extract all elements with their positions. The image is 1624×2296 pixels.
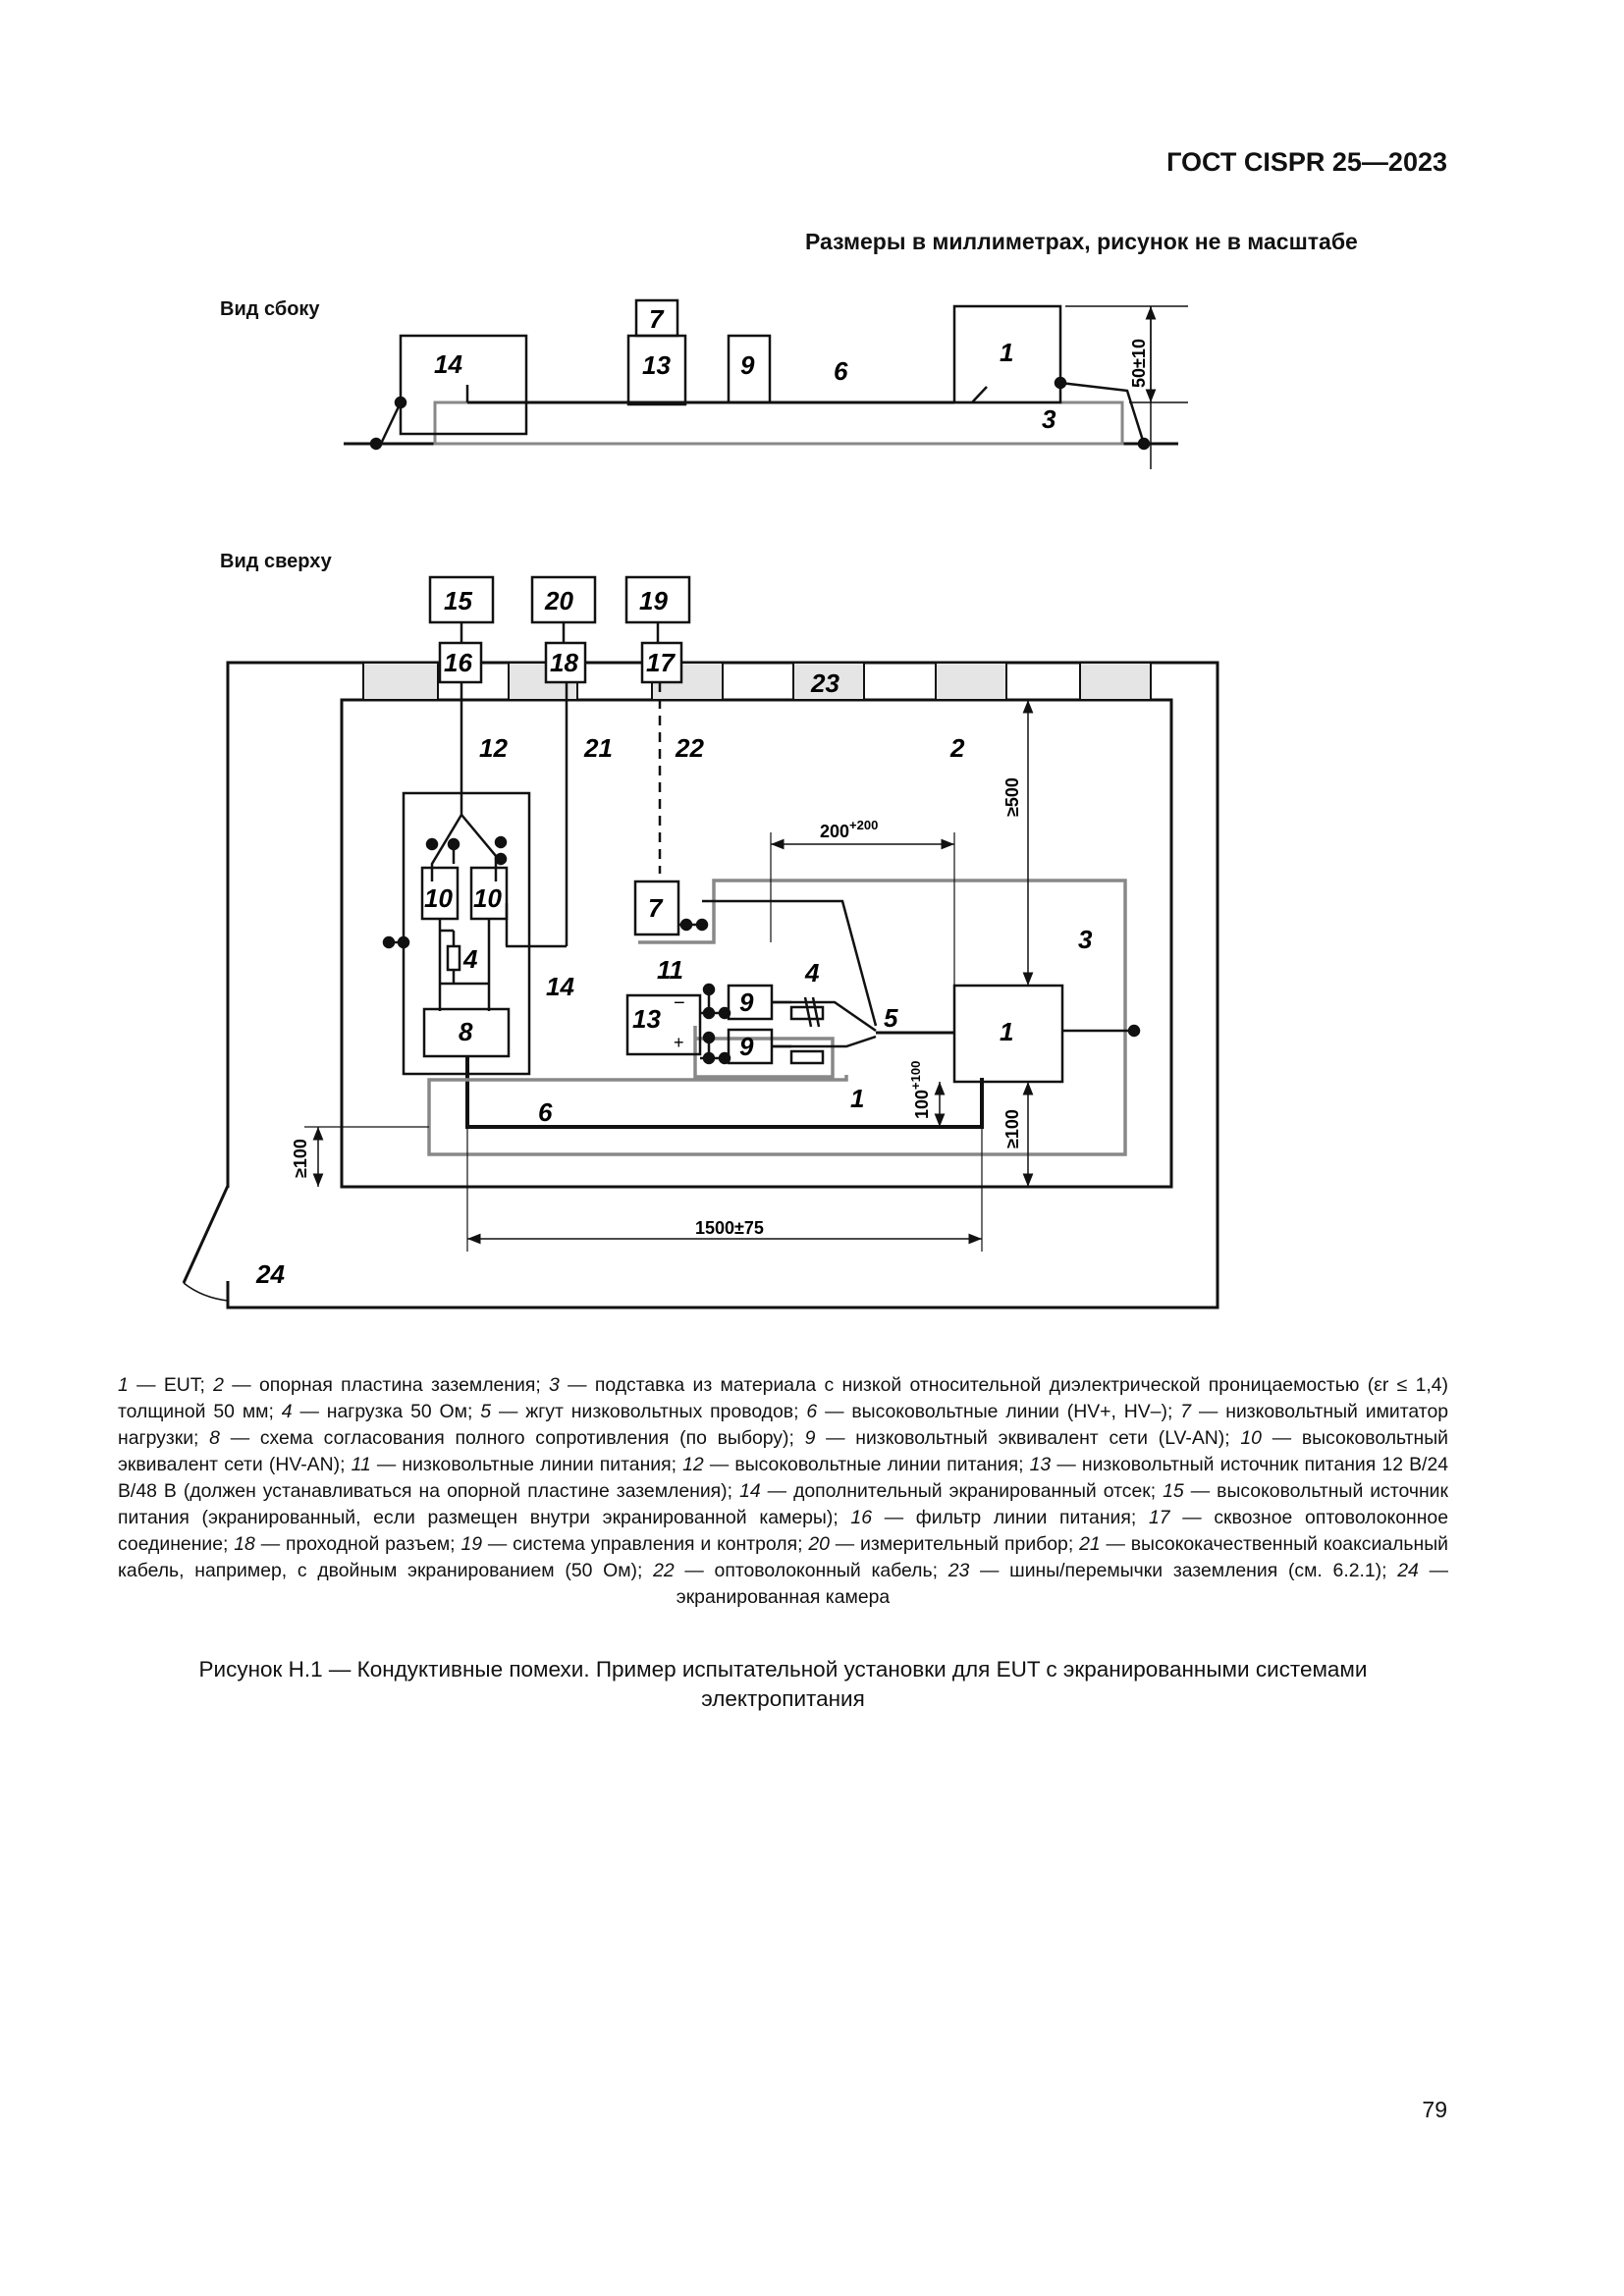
legend-item-number: 11 — [351, 1454, 371, 1475]
legend-item-text: — проходной разъем; — [254, 1533, 461, 1555]
side-label-3: 3 — [1042, 404, 1056, 434]
side-label-14: 14 — [434, 349, 462, 379]
label-4-small: 4 — [463, 944, 478, 974]
legend-item-text: — нагрузка 50 Ом; — [292, 1401, 481, 1422]
minus-sign: − — [674, 992, 685, 1014]
legend-item-number: 4 — [281, 1401, 293, 1422]
legend-item-number: 15 — [1163, 1480, 1184, 1502]
legend-item-number: 23 — [947, 1560, 970, 1581]
label-9b: 9 — [739, 1032, 754, 1061]
label-2: 2 — [950, 733, 965, 763]
legend-item-text: — дополнительный экранированный отсек; — [760, 1480, 1164, 1502]
legend-item-text: — опорная пластина заземления; — [223, 1374, 550, 1396]
label-10b: 10 — [473, 883, 502, 913]
label-19: 19 — [639, 586, 668, 615]
label-3: 3 — [1078, 925, 1093, 954]
legend-item-number: 14 — [739, 1480, 761, 1502]
label-8: 8 — [459, 1017, 473, 1046]
legend-item-number: 19 — [460, 1533, 483, 1555]
label-9a: 9 — [739, 988, 754, 1017]
legend-item-text: — низковольтный источник питания 12 В/24 В/48 В (должен устанавливаться на опорной пластине заземления); — [118, 1454, 1449, 1502]
label-7: 7 — [648, 893, 663, 923]
legend-item-number: 3 — [549, 1374, 560, 1396]
label-14: 14 — [546, 972, 574, 1001]
label-13: 13 — [632, 1004, 661, 1034]
chamber-door — [184, 1186, 228, 1283]
legend-item-text: — подставка из материала с низкой относительной диэлектрической проницаемостью (εr ≤ 1,4) толщиной 50 мм; — [118, 1374, 1448, 1422]
side-label-1: 1 — [1000, 338, 1014, 367]
legend-item-text: — высоковольтные линии питания; — [703, 1454, 1030, 1475]
figure-caption: Рисунок Н.1 — Кондуктивные помехи. Пример испытательной установки для EUT с экранированными системами электропитания — [198, 1657, 1368, 1711]
plus-sign: + — [674, 1033, 684, 1052]
dim-ge100-left: ≥100 — [291, 1139, 310, 1178]
legend-item-number: 9 — [804, 1427, 816, 1449]
label-15: 15 — [444, 586, 472, 615]
legend-item-number: 18 — [234, 1533, 255, 1555]
dim-ge100-right: ≥100 — [1002, 1109, 1022, 1148]
legend-item-text: — низковольтные линии питания; — [370, 1454, 683, 1475]
label-4: 4 — [805, 958, 820, 988]
side-label-13: 13 — [642, 350, 671, 380]
legend-item-number: 10 — [1240, 1427, 1262, 1449]
load-4-small — [448, 946, 460, 970]
label-17: 17 — [646, 648, 675, 677]
figure-legend — [118, 1372, 1448, 1611]
legend-item-text: — высоковольтный источник питания (экранированный, если размещен внутри экранированной камеры); — [118, 1480, 1448, 1528]
legend-item-text: — оптоволоконный кабель; — [674, 1560, 948, 1581]
label-6: 6 — [538, 1097, 553, 1127]
side-view-label: Вид сбоку — [220, 298, 320, 320]
legend-item-number: 7 — [1180, 1401, 1192, 1422]
label-18: 18 — [550, 648, 578, 677]
legend-item-text: — сквозное оптоволоконное соединение; — [118, 1507, 1448, 1555]
side-label-7: 7 — [649, 304, 664, 334]
legend-item-text: — низковольтный эквивалент сети (LV-AN); — [815, 1427, 1241, 1449]
legend-item-number: 24 — [1397, 1560, 1419, 1581]
side-label-9: 9 — [740, 350, 755, 380]
legend-item-text: — высоковольтные линии (HV+, HV–); — [817, 1401, 1181, 1422]
legend-item-number: 6 — [806, 1401, 818, 1422]
label-5: 5 — [884, 1003, 898, 1033]
side-box-14 — [401, 336, 526, 434]
dim-ge500: ≥500 — [1002, 777, 1022, 817]
legend-item-text: — система управления и контроля; — [482, 1533, 809, 1555]
legend-item-number: 21 — [1079, 1533, 1101, 1555]
side-view-drawing — [344, 300, 1188, 469]
dimensions-note: Размеры в миллиметрах, рисунок не в масштабе — [805, 229, 1358, 254]
dielectric-support — [435, 402, 1122, 444]
legend-item-number: 17 — [1148, 1507, 1170, 1528]
document-id: ГОСТ CISPR 25—2023 — [1166, 147, 1447, 177]
legend-item-number: 2 — [213, 1374, 224, 1396]
legend-item-text: — высококачественный коаксиальный кабель, например, с двойным экранированием (50 Ом); — [118, 1533, 1448, 1581]
legend-item-number: 1 — [118, 1374, 129, 1396]
legend-item-number: 12 — [682, 1454, 704, 1475]
label-11: 11 — [657, 955, 683, 985]
dim-200: $200^{+200}$ — [820, 818, 879, 841]
label-10a: 10 — [424, 883, 453, 913]
label-24: 24 — [256, 1259, 285, 1289]
legend-item-number: 8 — [209, 1427, 220, 1449]
legend-item-text: — низковольтный имитатор нагрузки; — [118, 1401, 1449, 1449]
legend-item-number: 5 — [480, 1401, 492, 1422]
legend-item-text: — фильтр линии питания; — [872, 1507, 1149, 1528]
label-20: 20 — [545, 586, 573, 615]
legend-item-number: 20 — [808, 1533, 830, 1555]
legend-item-number: 13 — [1029, 1454, 1052, 1475]
legend-item-text: — экранированная камера — [676, 1560, 1448, 1608]
top-view-label: Вид сверху — [220, 551, 332, 572]
load-4-b — [791, 1051, 823, 1063]
label-16: 16 — [444, 648, 472, 677]
label-12: 12 — [479, 733, 508, 763]
legend-item-text: — EUT; — [128, 1374, 214, 1396]
legend-item-text: — высоковольтный эквивалент сети (HV-AN); — [118, 1427, 1448, 1475]
side-label-6: 6 — [834, 356, 848, 386]
legend-item-number: 16 — [850, 1507, 872, 1528]
label-21: 21 — [584, 733, 613, 763]
legend-item-text: — измерительный прибор; — [829, 1533, 1080, 1555]
legend-item-text: — жгут низковольтных проводов; — [491, 1401, 807, 1422]
page-number: 79 — [1422, 2097, 1447, 2122]
label-1: 1 — [1000, 1017, 1014, 1046]
top-view-drawing — [184, 577, 1218, 1308]
legend-item-text: — шины/перемычки заземления (см. 6.2.1); — [969, 1560, 1398, 1581]
shielded-chamber — [228, 663, 1218, 1308]
legend-item-number: 22 — [653, 1560, 675, 1581]
label-23: 23 — [811, 668, 839, 698]
dim-100: $100^{+100}$ — [908, 1060, 932, 1119]
dim-1500: 1500±75 — [695, 1218, 764, 1238]
legend-item-text: — схема согласования полного сопротивления (по выбору); — [219, 1427, 805, 1449]
label-22: 22 — [676, 733, 704, 763]
side-height-dim: 50±10 — [1129, 339, 1149, 388]
label-1b: 1 — [850, 1084, 865, 1113]
